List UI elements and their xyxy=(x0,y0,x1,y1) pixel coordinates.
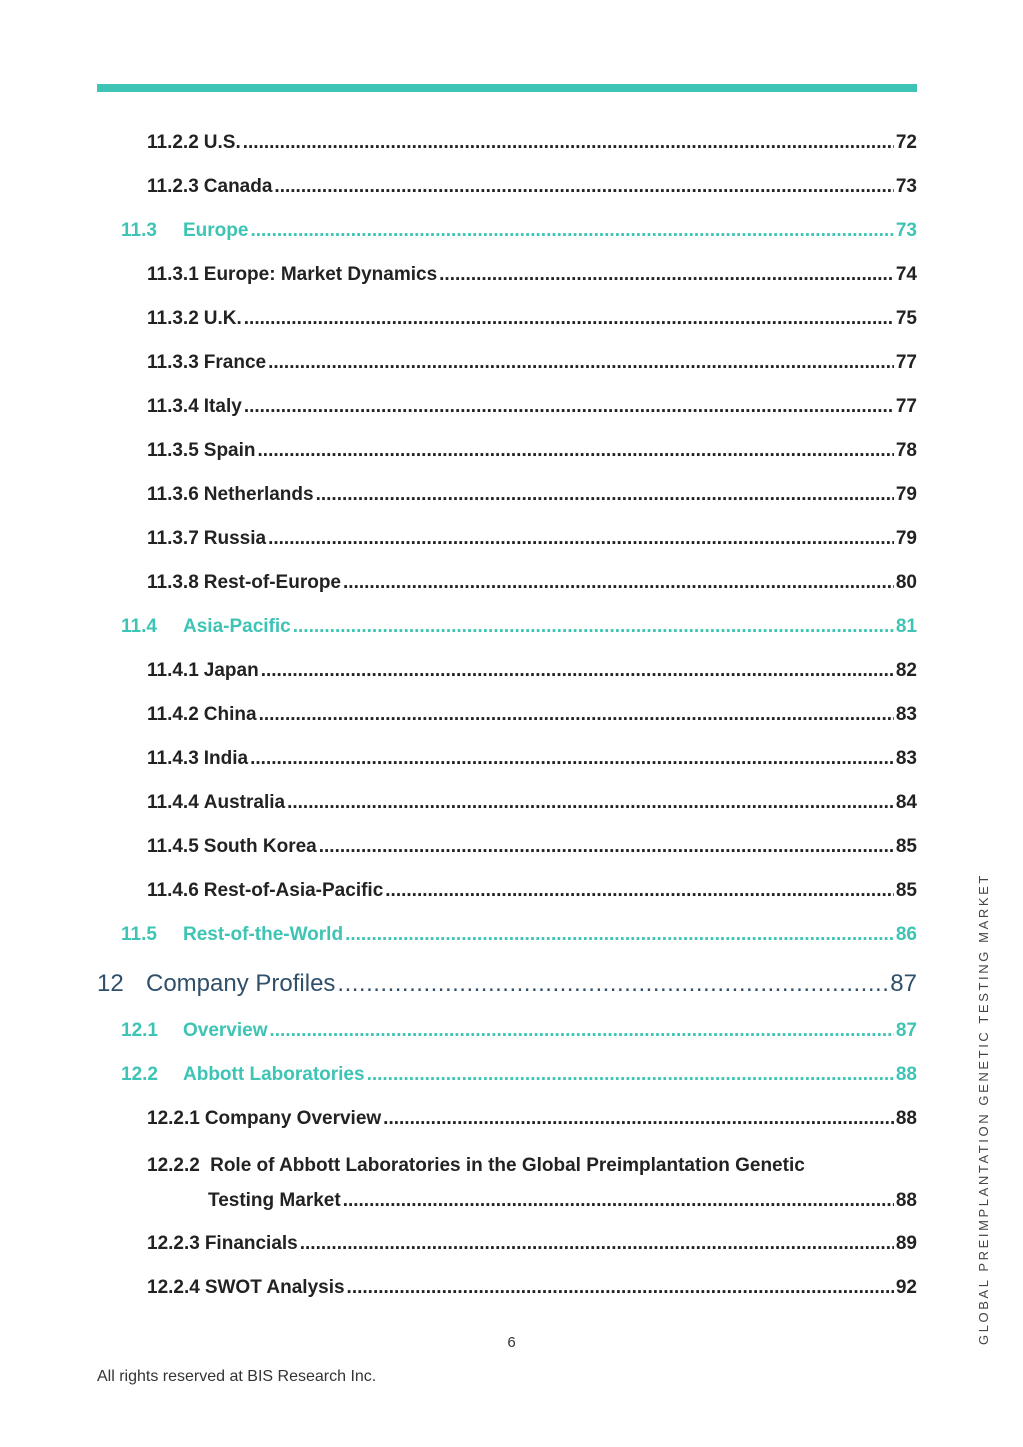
toc-entry-number: 11.2.2 xyxy=(147,132,199,153)
toc-entry-12-2-2-line2[interactable] xyxy=(208,1190,917,1212)
toc-entry-page: 87 xyxy=(895,1020,917,1041)
toc-entry-number: 11.5 xyxy=(121,924,157,945)
toc-entry-title: U.S. xyxy=(203,132,241,153)
toc-entry-page: 78 xyxy=(895,440,917,461)
toc-entry-number: 11.3.4 xyxy=(147,396,199,417)
toc-entry-page: 79 xyxy=(895,484,917,505)
toc-entry-number: 12.2.4 xyxy=(147,1277,200,1298)
toc-entry-number: 12.2.2 xyxy=(147,1155,200,1176)
toc-entry-number: 11.4.4 xyxy=(147,792,199,813)
toc-entry[interactable] xyxy=(121,616,917,638)
toc-leader-dots xyxy=(439,264,894,286)
toc-entry-page: 88 xyxy=(895,1190,917,1211)
toc-entry-title: Canada xyxy=(203,176,273,197)
toc-entry[interactable] xyxy=(147,1277,917,1299)
toc-entry-page: 83 xyxy=(895,704,917,725)
toc-entry-number: 11.4.2 xyxy=(147,704,199,725)
toc-entry-page: 73 xyxy=(895,176,917,197)
toc-entry-title: Rest-of-Europe xyxy=(203,572,342,593)
toc-entry-page: 88 xyxy=(895,1108,917,1129)
toc-entry-title: China xyxy=(203,704,257,725)
toc-entry-number: 11.3.6 xyxy=(147,484,199,505)
toc-leader-dots xyxy=(287,792,894,814)
toc-entry-title: Asia-Pacific xyxy=(183,616,291,637)
toc-entry-number: 12.2.3 xyxy=(147,1233,200,1254)
toc-entry[interactable] xyxy=(147,748,917,770)
toc-entry-page: 77 xyxy=(895,352,917,373)
toc-leader-dots xyxy=(250,748,894,770)
toc-leader-dots xyxy=(268,352,894,374)
toc-entry-page: 81 xyxy=(895,616,917,637)
toc-entry-number: 11.4.5 xyxy=(147,836,199,857)
toc-entry[interactable] xyxy=(147,132,917,154)
toc-leader-dots xyxy=(345,924,894,946)
toc-leader-dots xyxy=(293,616,894,638)
toc-entry-page: 75 xyxy=(895,308,917,329)
toc-entry-title: Rest-of-the-World xyxy=(183,924,344,945)
toc-entry-number: 12.1 xyxy=(121,1020,158,1041)
toc-entry-page: 72 xyxy=(895,132,917,153)
toc-entry-number: 11.3.1 xyxy=(147,264,199,285)
toc-entry-number: 11.3.3 xyxy=(147,352,199,373)
toc-entry-title: Australia xyxy=(203,792,286,813)
toc-entry-page: 92 xyxy=(895,1277,917,1298)
toc-entry[interactable] xyxy=(147,308,917,330)
toc-entry-page: 74 xyxy=(895,264,917,285)
toc-entry-page: 85 xyxy=(895,836,917,857)
toc-entry-title: Europe: Market Dynamics xyxy=(203,264,438,285)
toc-leader-dots xyxy=(316,484,894,506)
toc-entry[interactable] xyxy=(147,1108,917,1130)
toc-entry-title: India xyxy=(203,748,249,769)
toc-entry-title: Russia xyxy=(203,528,267,549)
toc-leader-dots xyxy=(383,1108,894,1130)
toc-entry[interactable] xyxy=(147,704,917,726)
toc-entry-number: 11.3.2 xyxy=(147,308,199,329)
toc-leader-dots xyxy=(250,220,893,242)
toc-entry-title: Spain xyxy=(203,440,256,461)
toc-entry-title: Japan xyxy=(203,660,259,681)
toc-leader-dots xyxy=(367,1064,894,1086)
toc-leader-dots xyxy=(244,308,894,330)
toc-leader-dots xyxy=(337,970,888,998)
toc-entry-number: 12 xyxy=(97,970,124,997)
toc-leader-dots xyxy=(274,176,893,198)
toc-entry[interactable] xyxy=(121,1020,917,1042)
toc-entry-title: Netherlands xyxy=(203,484,314,505)
toc-leader-dots xyxy=(347,1277,894,1299)
toc-entry-page: 86 xyxy=(895,924,917,945)
toc-leader-dots xyxy=(270,1020,894,1042)
toc-leader-dots xyxy=(343,1190,894,1212)
toc-entry-title: France xyxy=(203,352,267,373)
toc-entry-title: Overview xyxy=(183,1020,268,1041)
toc-entry-page: 79 xyxy=(895,528,917,549)
toc-entry-number: 11.4.3 xyxy=(147,748,199,769)
toc-leader-dots xyxy=(244,396,894,418)
toc-entry[interactable] xyxy=(147,880,917,902)
toc-leader-dots xyxy=(243,132,894,154)
toc-entry-page: 73 xyxy=(895,220,917,241)
toc-entry-title: Role of Abbott Laboratories in the Global Preimplantation Genetic xyxy=(210,1155,805,1176)
page-number: 6 xyxy=(507,1334,516,1351)
toc-entry[interactable] xyxy=(147,792,917,814)
toc-leader-dots xyxy=(259,704,894,726)
toc-entry-12-2-2-line1[interactable] xyxy=(147,1155,805,1177)
toc-entry-title: Rest-of-Asia-Pacific xyxy=(203,880,384,901)
toc-entry-page: 77 xyxy=(895,396,917,417)
toc-entry[interactable] xyxy=(147,264,917,286)
toc-entry-title: Testing Market xyxy=(208,1190,341,1211)
toc-entry-page: 83 xyxy=(895,748,917,769)
toc-entry-page: 82 xyxy=(895,660,917,681)
toc-entry-page: 87 xyxy=(890,970,917,997)
toc-entry-title: SWOT Analysis xyxy=(204,1277,345,1298)
toc-entry-number: 11.4.1 xyxy=(147,660,199,681)
toc-entry-number: 12.2 xyxy=(121,1064,158,1085)
toc-entry-number: 11.3.7 xyxy=(147,528,199,549)
toc-entry[interactable] xyxy=(147,1233,917,1255)
side-running-title: GLOBAL PREIMPLANTATION GENETIC TESTING MARKET xyxy=(976,873,991,1345)
toc-entry-number: 11.3.5 xyxy=(147,440,199,461)
toc-entry[interactable] xyxy=(147,396,917,418)
toc-entry[interactable] xyxy=(147,836,917,858)
toc-entry-page: 84 xyxy=(895,792,917,813)
footer-copyright: All rights reserved at BIS Research Inc. xyxy=(97,1368,377,1385)
toc-entry-number: 11.4.6 xyxy=(147,880,199,901)
toc-entry-title: Company Profiles xyxy=(146,970,336,997)
toc-entry[interactable] xyxy=(147,660,917,682)
toc-entry-number: 12.2.1 xyxy=(147,1108,200,1129)
toc-leader-dots xyxy=(261,660,894,682)
toc-entry-title: Italy xyxy=(203,396,242,417)
toc-entry[interactable] xyxy=(147,484,917,506)
toc-entry-title: Company Overview xyxy=(204,1108,382,1129)
toc-entry-title: Abbott Laboratories xyxy=(183,1064,365,1085)
toc-entry-title: Europe xyxy=(183,220,249,241)
toc-entry[interactable] xyxy=(121,924,917,946)
toc-entry-number: 11.3 xyxy=(121,220,157,241)
toc-entry-title: U.K. xyxy=(203,308,242,329)
toc-entry-page: 89 xyxy=(895,1233,917,1254)
toc-entry-number: 11.3.8 xyxy=(147,572,199,593)
header-accent-bar xyxy=(97,84,917,92)
toc-entry[interactable] xyxy=(147,176,917,198)
toc-entry[interactable] xyxy=(121,220,917,242)
toc-entry[interactable] xyxy=(147,528,917,550)
toc-leader-dots xyxy=(343,572,894,594)
toc-entry-page: 80 xyxy=(895,572,917,593)
toc-leader-dots xyxy=(319,836,894,858)
toc-entry-page: 88 xyxy=(895,1064,917,1085)
toc-entry-number: 11.4 xyxy=(121,616,157,637)
toc-entry-number: 11.2.3 xyxy=(147,176,199,197)
toc-leader-dots xyxy=(385,880,894,902)
toc-entry-title: South Korea xyxy=(203,836,317,857)
toc-entry-title: Financials xyxy=(204,1233,298,1254)
toc-entry[interactable] xyxy=(97,970,917,998)
toc-entry-page: 85 xyxy=(895,880,917,901)
toc-entry[interactable] xyxy=(121,1064,917,1086)
toc-leader-dots xyxy=(268,528,894,550)
toc-entry[interactable] xyxy=(147,572,917,594)
toc-entry[interactable] xyxy=(147,352,917,374)
toc-entry[interactable] xyxy=(147,440,917,462)
toc-leader-dots xyxy=(258,440,894,462)
toc-leader-dots xyxy=(300,1233,894,1255)
